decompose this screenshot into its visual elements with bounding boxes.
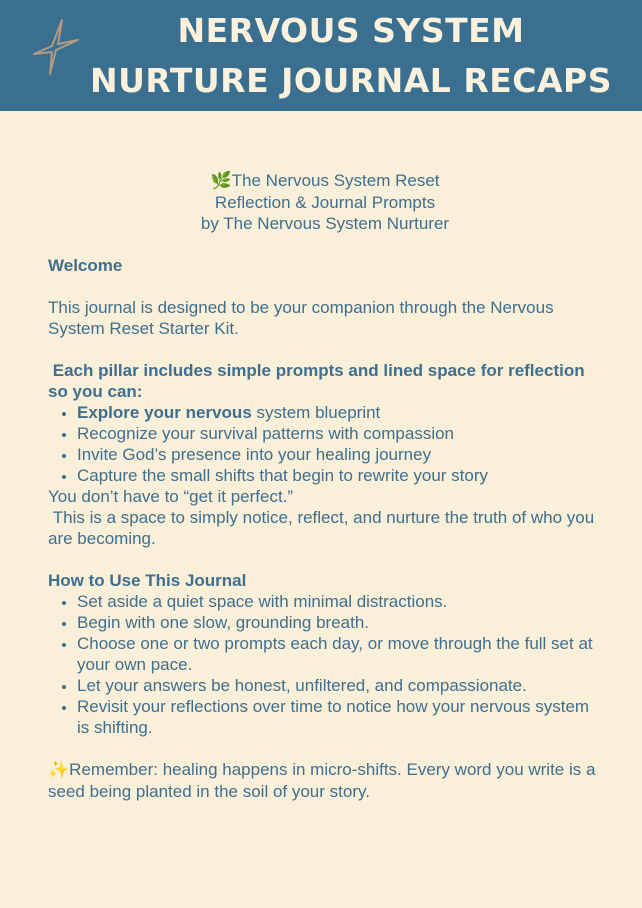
journal-content [48,170,602,802]
perfect-line: You don’t have to “get it perfect.” [48,487,294,506]
closing-paragraph: ✨Remember: healing happens in micro-shifts. Every word you write is a seed being planted in the soil of your story. [48,760,596,801]
list-item: • Choose one or two prompts each day, or move through the full set at your own pace. [77,633,602,675]
list-item: • Revisit your reflections over time to notice how your nervous system is shifting. [77,696,602,738]
list-item: • Recognize your survival patterns with compassion [77,423,602,444]
pillars-list [48,402,602,486]
page-title [60,6,642,106]
intro-line-2: Reflection & Journal Prompts [214,193,436,212]
welcome-heading: Welcome [48,256,123,275]
intro-line-3: by The Nervous System Nurturer [200,214,450,233]
list-item: • Explore your nervous system blueprint [77,402,602,423]
header-banner [0,0,642,111]
intro-line-1: The Nervous System Reset [231,171,440,190]
pillars-lead: Each pillar includes simple prompts and lined space for reflection so you can: [48,361,590,401]
list-item: • Set aside a quiet space with minimal distractions. [77,591,602,612]
list-item: • Begin with one slow, grounding breath. [77,612,602,633]
leaf-icon: 🌿 [210,171,232,191]
list-item: • Let your answers be honest, unfiltered, and compassionate. [77,675,602,696]
title-line-2: NURTURE JOURNAL RECAPS [90,61,612,100]
space-paragraph: This is a space to simply notice, reflect, and nurture the truth of who you are becoming. [48,508,599,548]
sparkles-icon: ✨ [48,760,70,780]
welcome-paragraph: This journal is designed to be your companion through the Nervous System Reset Starter Kit. [48,298,554,338]
how-to-list [48,591,602,738]
how-to-heading: How to Use This Journal [48,571,247,590]
intro-block [48,170,602,234]
title-line-1: NERVOUS SYSTEM [177,11,525,50]
list-item: • Capture the small shifts that begin to rewrite your story [77,465,602,486]
list-item: • Invite God’s presence into your healing journey [77,444,602,465]
